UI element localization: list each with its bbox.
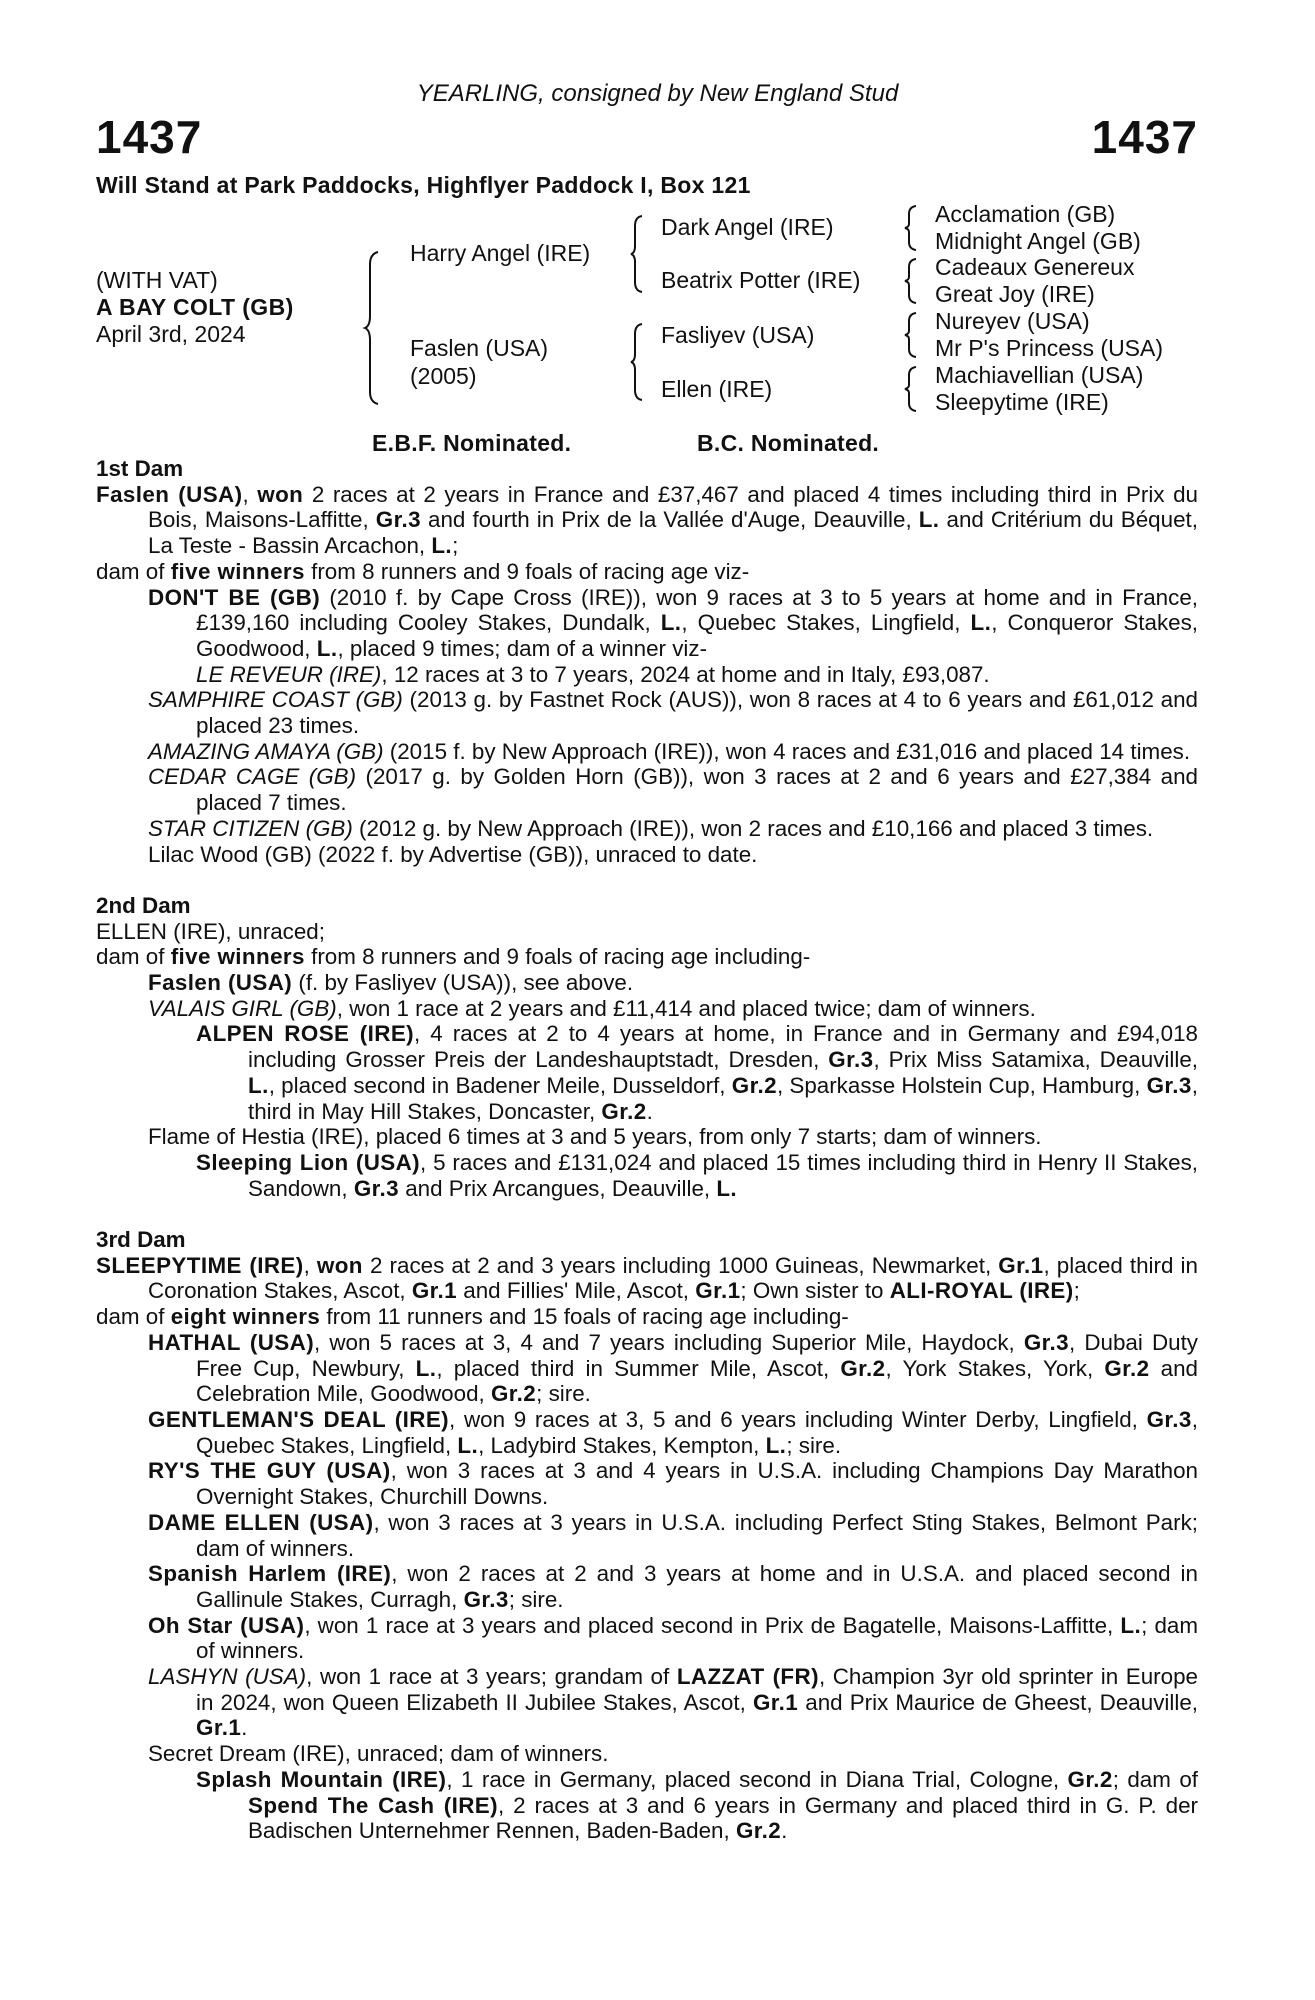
entry-text: , Sparkasse Holstein Cup, Hamburg, xyxy=(776,1072,1147,1098)
entry-text: , Dubai Duty Free Cup, Newbury, xyxy=(196,1329,1198,1381)
bold-text: L. xyxy=(316,635,338,661)
entry-text: , 4 races at 2 to 4 years at home, in France and in Germany and £94,018 including Grosser Preis der Landeshauptstadt, Dresden, xyxy=(248,1021,1199,1073)
horse-name: A BAY COLT (GB) xyxy=(96,294,294,320)
bold-text: Gr.2 xyxy=(1067,1766,1113,1792)
bold-text: won xyxy=(257,481,304,507)
bold-text: L. xyxy=(1120,1612,1142,1638)
pedigree-gen2-2: Beatrix Potter (IRE) xyxy=(661,267,861,293)
bold-text: Gr.3 xyxy=(375,507,421,533)
entry-text: , Prix Miss Satamixa, Deauville, xyxy=(873,1047,1199,1073)
italic-text: VALAIS GIRL (GB) xyxy=(148,995,337,1021)
bold-text: eight winners xyxy=(170,1304,321,1330)
bold-text: L. xyxy=(970,610,992,636)
bold-text: Gr.1 xyxy=(411,1278,458,1304)
progeny-entry xyxy=(96,1150,1198,1201)
pedigree-gen2-3: Fasliyev (USA) xyxy=(661,322,815,348)
entry-text: , 2 races at 3 and 6 years in Germany and placed third in G. P. der Badischen Unternehmer Rennen, Baden-Baden, xyxy=(248,1792,1198,1844)
entry-text: dam of xyxy=(96,944,171,970)
pedigree-gen2-1: Dark Angel (IRE) xyxy=(661,214,834,240)
bold-text: GENTLEMAN'S DEAL (IRE) xyxy=(148,1406,450,1432)
entry-text: from 8 runners and 9 foals of racing age viz- xyxy=(304,558,750,584)
bold-text: Gr.3 xyxy=(463,1586,509,1612)
entry-text: (2015 f. by New Approach (IRE)), won 4 races and £31,016 and placed 14 times. xyxy=(383,738,1191,764)
bold-text: L. xyxy=(660,610,682,636)
catalogue-page-body xyxy=(96,456,1198,1844)
entry-text: , 12 races at 3 to 7 years, 2024 at home and in Italy, £93,087. xyxy=(381,661,990,687)
bold-text: Faslen (USA) xyxy=(148,970,293,996)
progeny-entry xyxy=(96,1124,1198,1150)
entry-text: (2013 g. by Fastnet Rock (AUS)), won 8 races at 4 to 6 years and £61,012 and placed 23 times. xyxy=(196,687,1199,739)
entry-text: (2010 f. by Cape Cross (IRE)), won 9 races at 3 to 5 years at home and in France, £139,160 including Cooley Stakes, Dundalk, xyxy=(196,584,1198,636)
progeny-entry xyxy=(96,996,1198,1022)
section-heading: 1st Dam xyxy=(96,456,184,481)
bold-text: Gr.1 xyxy=(998,1252,1044,1278)
progeny-entry xyxy=(96,687,1198,738)
entry-text: , 1 race in Germany, placed second in Diana Trial, Cologne, xyxy=(446,1766,1068,1792)
bold-text: Gr.2 xyxy=(601,1098,647,1124)
pedigree-dam-year: (2005) xyxy=(410,363,477,389)
progeny-entry xyxy=(96,944,1198,970)
entry-text: from 8 runners and 9 foals of racing age including- xyxy=(304,944,811,970)
italic-text: CEDAR CAGE (GB) xyxy=(148,764,357,790)
entry-text: . xyxy=(241,1715,248,1741)
entry-text: , xyxy=(242,481,258,507)
progeny-entry xyxy=(96,1407,1198,1458)
pedigree-gen3-4: Great Joy (IRE) xyxy=(935,281,1095,307)
entry-text: and Celebration Mile, Goodwood, xyxy=(196,1355,1198,1407)
entry-text: and Prix Maurice de Gheest, Deauville, xyxy=(798,1689,1198,1715)
bold-text: Gr.3 xyxy=(828,1047,874,1073)
pedigree-gen3-6: Mr P's Princess (USA) xyxy=(935,335,1164,361)
lot-number-left: 1437 xyxy=(96,111,203,163)
entry-text: ; sire. xyxy=(536,1381,591,1407)
pedigree-gen3-5: Nureyev (USA) xyxy=(935,308,1090,334)
entry-text: 2 races at 2 years in France and £37,467 and placed 4 times including third in Prix du Bois, Maisons-Laffitte, xyxy=(148,481,1198,533)
stand-location: Will Stand at Park Paddocks, Highflyer Paddock I, Box 121 xyxy=(96,172,751,198)
bold-text: Gr.2 xyxy=(1104,1355,1150,1381)
italic-text: LASHYN (USA) xyxy=(148,1664,307,1690)
bold-text: Gr.2 xyxy=(735,1818,782,1844)
bold-text: LAZZAT (FR) xyxy=(676,1664,819,1690)
sale-subtitle: YEARLING, consigned by New England Stud xyxy=(416,80,899,107)
bold-text: RY'S THE GUY (USA) xyxy=(148,1458,391,1484)
progeny-entry xyxy=(96,1330,1198,1407)
dam-section xyxy=(96,893,1198,1201)
progeny-entry xyxy=(96,764,1198,815)
bold-text: Gr.3 xyxy=(1023,1329,1070,1355)
pedigree-gen3-7: Machiavellian (USA) xyxy=(935,362,1144,388)
progeny-entry xyxy=(96,816,1198,842)
entry-text: , Champion 3yr old sprinter in Europe in 2024, won Queen Elizabeth II Jubilee Stakes, Ascot, xyxy=(196,1664,1198,1715)
bc-nomination: B.C. Nominated. xyxy=(697,430,880,456)
progeny-entry xyxy=(96,1613,1198,1664)
progeny-entry xyxy=(96,1253,1198,1304)
bold-text: L. xyxy=(765,1432,787,1458)
foaling-date: April 3rd, 2024 xyxy=(96,321,246,347)
entry-text: , Ladybird Stakes, Kempton, xyxy=(478,1432,766,1458)
entry-text: , placed third in Coronation Stakes, Ascot, xyxy=(148,1252,1198,1304)
progeny-entry xyxy=(96,662,1198,688)
brace-gen3-2 xyxy=(904,257,918,305)
progeny-entry xyxy=(96,1510,1198,1561)
progeny-entry xyxy=(96,1767,1198,1844)
progeny-entry xyxy=(96,842,1198,868)
bold-text: Gr.3 xyxy=(1146,1406,1192,1432)
brace-gen2-bottom xyxy=(630,322,644,402)
progeny-entry xyxy=(96,482,1198,559)
bold-text: L. xyxy=(457,1432,479,1458)
bold-text: DON'T BE (GB) xyxy=(148,584,321,610)
entry-text: , won 3 races at 3 years in U.S.A. including Perfect Sting Stakes, Belmont Park; dam of winners. xyxy=(196,1509,1198,1561)
entry-text: , placed third in Summer Mile, Ascot, xyxy=(436,1355,841,1381)
entry-text: and Critérium du Béquet, La Teste - Bassin Arcachon, xyxy=(148,507,1198,559)
brace-gen2-top xyxy=(630,214,644,294)
lot-number-right: 1437 xyxy=(1091,111,1198,163)
entry-text: (2012 g. by New Approach (IRE)), won 2 races and £10,166 and placed 3 times. xyxy=(352,815,1154,841)
entry-text: , placed second in Badener Meile, Dusseldorf, xyxy=(268,1072,732,1098)
entry-text: dam of xyxy=(96,1304,171,1330)
brace-gen3-1 xyxy=(904,204,918,252)
dam-section xyxy=(96,456,1198,867)
entry-text: and Fillies' Mile, Ascot, xyxy=(457,1278,696,1304)
entry-text: , xyxy=(303,1252,317,1278)
entry-text: ; sire. xyxy=(508,1586,564,1612)
progeny-entry xyxy=(96,1458,1198,1509)
progeny-entry xyxy=(96,1741,1198,1767)
progeny-entry xyxy=(96,1021,1198,1124)
ebf-nomination: E.B.F. Nominated. xyxy=(372,430,572,456)
entry-text: , Quebec Stakes, Lingfield, xyxy=(196,1406,1198,1458)
entry-text: , third in May Hill Stakes, Doncaster, xyxy=(248,1072,1198,1124)
section-heading: 2nd Dam xyxy=(96,892,191,918)
bold-text: Gr.3 xyxy=(1146,1072,1192,1098)
bold-text: L. xyxy=(431,533,453,559)
pedigree-sire: Harry Angel (IRE) xyxy=(410,240,591,266)
entry-text: , won 1 race at 3 years and placed second in Prix de Bagatelle, Maisons-Laffitte, xyxy=(304,1612,1121,1638)
bold-text: L. xyxy=(918,507,940,533)
progeny-entry xyxy=(96,585,1198,662)
entry-text: . xyxy=(781,1818,788,1844)
entry-text: , York Stakes, York, xyxy=(885,1355,1105,1381)
bold-text: Spend The Cash (IRE) xyxy=(248,1792,498,1818)
bold-text: Gr.1 xyxy=(196,1715,242,1741)
entry-text: 2 races at 2 and 3 years including 1000 Guineas, Newmarket, xyxy=(362,1252,999,1278)
progeny-entry xyxy=(96,1561,1198,1612)
entry-text: , Quebec Stakes, Lingfield, xyxy=(681,610,971,636)
entry-text: ; xyxy=(1073,1278,1080,1304)
italic-text: STAR CITIZEN (GB) xyxy=(148,815,353,841)
bold-text: Sleeping Lion (USA) xyxy=(196,1149,421,1175)
entry-text: , placed 9 times; dam of a winner viz- xyxy=(337,635,708,661)
entry-text: , won 2 races at 2 and 3 years at home and in U.S.A. and placed second in Gallinule Stakes, Curragh, xyxy=(196,1561,1198,1612)
entry-text: ; dam of winners. xyxy=(196,1612,1199,1664)
entry-text: ELLEN (IRE), unraced; xyxy=(96,918,325,944)
brace-gen1 xyxy=(364,250,380,406)
bold-text: SLEEPYTIME (IRE) xyxy=(96,1252,304,1278)
pedigree-gen3-8: Sleepytime (IRE) xyxy=(935,389,1109,415)
bold-text: won xyxy=(316,1252,363,1278)
italic-text: LE REVEUR (IRE) xyxy=(196,661,382,687)
entry-text: (2017 g. by Golden Horn (GB)), won 3 races at 2 and 6 years and £27,384 and placed 7 times. xyxy=(196,764,1198,816)
entry-text: from 11 runners and 15 foals of racing age including- xyxy=(320,1304,849,1330)
entry-text: , won 1 race at 2 years and £11,414 and placed twice; dam of winners. xyxy=(336,995,1036,1021)
entry-text: dam of xyxy=(96,558,171,584)
bold-text: L. xyxy=(415,1355,437,1381)
entry-text: Lilac Wood (GB) (2022 f. by Advertise (GB)), unraced to date. xyxy=(148,841,758,867)
entry-text: and Prix Arcangues, Deauville, xyxy=(398,1175,717,1201)
entry-text: , won 9 races at 3, 5 and 6 years including Winter Derby, Lingfield, xyxy=(449,1406,1147,1432)
entry-text: Secret Dream (IRE), unraced; dam of winners. xyxy=(148,1741,609,1767)
bold-text: L. xyxy=(716,1175,738,1201)
progeny-entry xyxy=(96,739,1198,765)
entry-text: Flame of Hestia (IRE), placed 6 times at 3 and 5 years, from only 7 starts; dam of winners. xyxy=(148,1124,1042,1150)
section-heading: 3rd Dam xyxy=(96,1227,186,1253)
entry-text: . xyxy=(646,1098,653,1124)
bold-text: Gr.2 xyxy=(731,1072,777,1098)
entry-text: , Conqueror Stakes, Goodwood, xyxy=(196,610,1199,661)
pedigree-gen3-1: Acclamation (GB) xyxy=(935,201,1116,227)
entry-text: ; sire. xyxy=(786,1432,842,1458)
bold-text: Gr.2 xyxy=(490,1381,537,1407)
bold-text: ALI-ROYAL (IRE) xyxy=(889,1278,1074,1304)
entry-text: , won 1 race at 3 years; grandam of xyxy=(306,1664,677,1690)
bold-text: five winners xyxy=(170,558,305,584)
bold-text: ALPEN ROSE (IRE) xyxy=(196,1021,415,1047)
bold-text: L. xyxy=(248,1072,269,1098)
bold-text: Gr.1 xyxy=(752,1689,799,1715)
italic-text: SAMPHIRE COAST (GB) xyxy=(148,687,403,713)
pedigree-gen3-3: Cadeaux Genereux xyxy=(935,254,1135,280)
bold-text: Oh Star (USA) xyxy=(148,1612,305,1638)
entry-text: , won 5 races at 3, 4 and 7 years including Superior Mile, Haydock, xyxy=(314,1329,1024,1355)
progeny-entry xyxy=(96,1664,1198,1741)
bold-text: DAME ELLEN (USA) xyxy=(148,1509,374,1535)
entry-text: ; xyxy=(452,533,459,559)
dam-section xyxy=(96,1227,1198,1844)
bold-text: Gr.1 xyxy=(695,1278,741,1304)
pedigree-gen3-2: Midnight Angel (GB) xyxy=(935,228,1141,254)
bold-text: Spanish Harlem (IRE) xyxy=(148,1561,392,1587)
entry-text: and fourth in Prix de la Vallée d'Auge, Deauville, xyxy=(420,507,919,533)
entry-text: , 5 races and £131,024 and placed 15 times including third in Henry II Stakes, Sandown, xyxy=(248,1149,1198,1201)
progeny-entry xyxy=(96,559,1198,585)
entry-text: ; Own sister to xyxy=(740,1278,890,1304)
progeny-entry xyxy=(96,919,1198,945)
progeny-entry xyxy=(96,1304,1198,1330)
pedigree-gen2-4: Ellen (IRE) xyxy=(661,376,773,402)
italic-text: AMAZING AMAYA (GB) xyxy=(148,738,384,764)
bold-text: Faslen (USA) xyxy=(96,481,243,507)
vat-note: (WITH VAT) xyxy=(96,267,218,293)
brace-gen3-4 xyxy=(904,365,918,413)
bold-text: HATHAL (USA) xyxy=(148,1329,315,1355)
bold-text: Gr.2 xyxy=(840,1355,886,1381)
bold-text: Splash Mountain (IRE) xyxy=(196,1766,447,1792)
bold-text: Gr.3 xyxy=(353,1175,399,1201)
entry-text: ; dam of xyxy=(1112,1766,1199,1792)
brace-gen3-3 xyxy=(904,311,918,359)
entry-text: , won 3 races at 3 and 4 years in U.S.A. including Champions Day Marathon Overnight Stakes, Churchill Downs. xyxy=(196,1458,1198,1510)
bold-text: five winners xyxy=(170,944,305,970)
pedigree-dam: Faslen (USA) xyxy=(410,335,549,361)
progeny-entry xyxy=(96,970,1198,996)
entry-text: (f. by Fasliyev (USA)), see above. xyxy=(292,970,634,996)
